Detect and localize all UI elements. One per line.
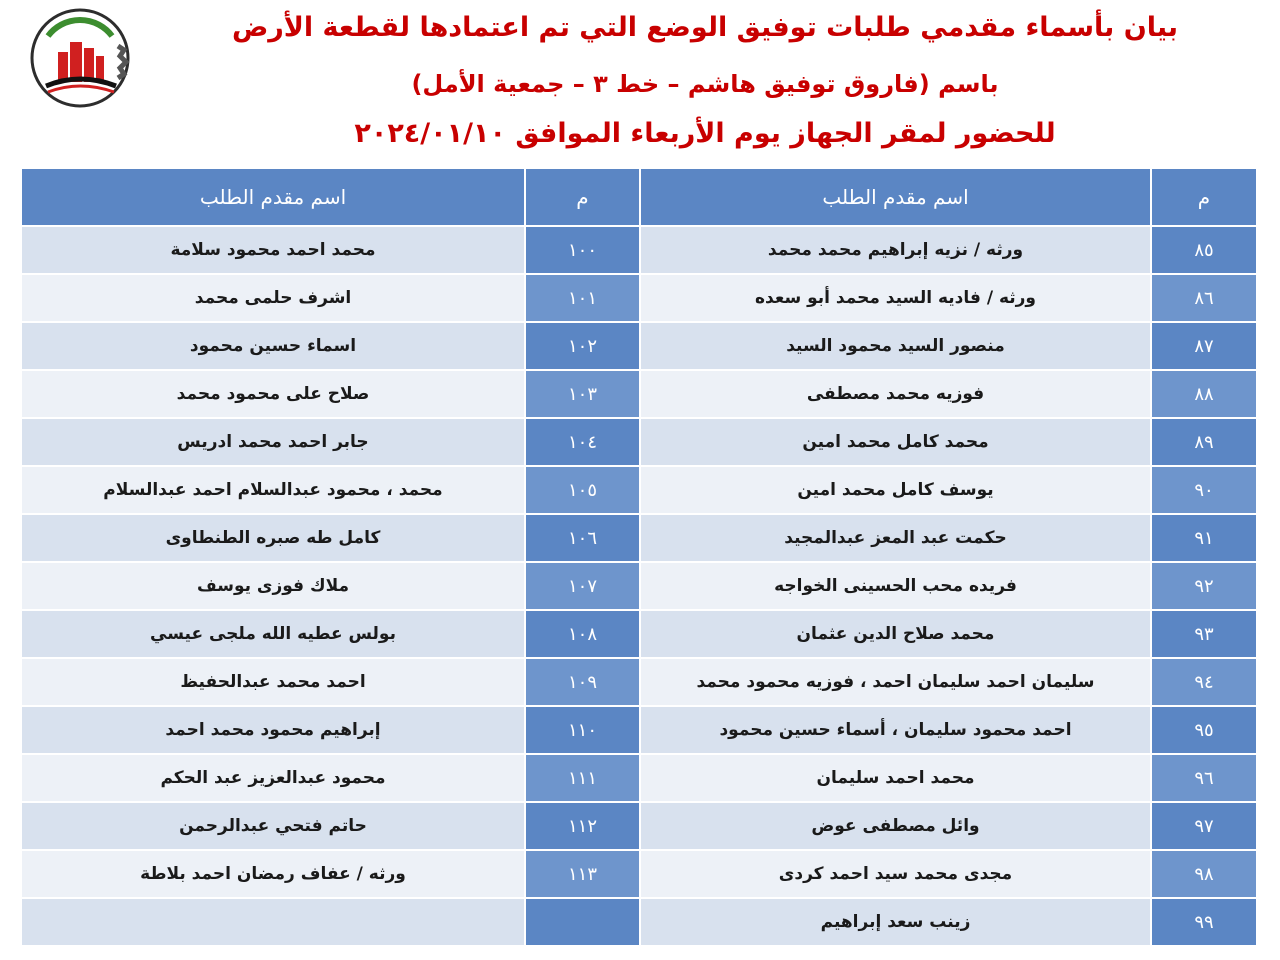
table-row xyxy=(22,899,1256,945)
row-num-right: ٨٥ xyxy=(1152,227,1256,273)
row-name-left: بولس عطيه الله ملجى عيسي xyxy=(22,611,524,657)
header-num-left: م xyxy=(526,169,639,225)
row-num-right: ٨٧ xyxy=(1152,323,1256,369)
table-row xyxy=(22,707,1256,753)
row-name-left: ملاك فوزى يوسف xyxy=(22,563,524,609)
row-num-left: ١١١ xyxy=(526,755,639,801)
row-name-right: حكمت عبد المعز عبدالمجيد xyxy=(641,515,1150,561)
row-name-left: محمد ، محمود عبدالسلام احمد عبدالسلام xyxy=(22,467,524,513)
table-row xyxy=(22,851,1256,897)
row-num-left: ١٠٦ xyxy=(526,515,639,561)
table-row xyxy=(22,275,1256,321)
table-row xyxy=(22,563,1256,609)
row-name-left: اشرف حلمى محمد xyxy=(22,275,524,321)
row-name-left: صلاح على محمود محمد xyxy=(22,371,524,417)
title-line-3: للحضور لمقر الجهاز يوم الأربعاء الموافق ٢٠٢٤/٠١/١٠ xyxy=(354,118,1056,149)
row-name-left: ورثه / عفاف رمضان احمد بلاطة xyxy=(22,851,524,897)
row-name-right: زينب سعد إبراهيم xyxy=(641,899,1150,945)
row-name-right: يوسف كامل محمد امين xyxy=(641,467,1150,513)
row-name-right: ورثه / فاديه السيد محمد أبو سعده xyxy=(641,275,1150,321)
table-row xyxy=(22,227,1256,273)
row-name-right: محمد كامل محمد امين xyxy=(641,419,1150,465)
row-num-left: ١٠٠ xyxy=(526,227,639,273)
row-num-left: ١٠٣ xyxy=(526,371,639,417)
row-num-right: ٩٢ xyxy=(1152,563,1256,609)
row-name-right: وائل مصطفى عوض xyxy=(641,803,1150,849)
row-name-left: محمد احمد محمود سلامة xyxy=(22,227,524,273)
row-name-right: فوزيه محمد مصطفى xyxy=(641,371,1150,417)
row-num-right: ٩٤ xyxy=(1152,659,1256,705)
row-num-right: ٨٦ xyxy=(1152,275,1256,321)
row-num-right: ٩٧ xyxy=(1152,803,1256,849)
row-name-left: حاتم فتحي عبدالرحمن xyxy=(22,803,524,849)
row-name-left: محمود عبدالعزيز عبد الحكم xyxy=(22,755,524,801)
row-name-right: منصور السيد محمود السيد xyxy=(641,323,1150,369)
row-name-right: محمد احمد سليمان xyxy=(641,755,1150,801)
row-name-right: فريده محب الحسينى الخواجه xyxy=(641,563,1150,609)
row-num-right: ٨٨ xyxy=(1152,371,1256,417)
row-name-left: احمد محمد عبدالحفيظ xyxy=(22,659,524,705)
table-row xyxy=(22,803,1256,849)
row-num-right: ٩٩ xyxy=(1152,899,1256,945)
row-name-right: احمد محمود سليمان ، أسماء حسين محمود xyxy=(641,707,1150,753)
header-name-right: اسم مقدم الطلب xyxy=(641,169,1150,225)
table-row xyxy=(22,419,1256,465)
row-num-left xyxy=(526,899,639,945)
row-num-left: ١٠٥ xyxy=(526,467,639,513)
row-num-left: ١٠٤ xyxy=(526,419,639,465)
row-num-left: ١٠٩ xyxy=(526,659,639,705)
document-header xyxy=(150,0,1260,160)
row-num-right: ٩١ xyxy=(1152,515,1256,561)
applicants-table xyxy=(20,167,1258,947)
row-name-right: مجدى محمد سيد احمد كردى xyxy=(641,851,1150,897)
table-row xyxy=(22,659,1256,705)
row-name-left: اسماء حسين محمود xyxy=(22,323,524,369)
row-num-left: ١٠٧ xyxy=(526,563,639,609)
row-num-left: ١١٢ xyxy=(526,803,639,849)
row-num-left: ١١٣ xyxy=(526,851,639,897)
table-row xyxy=(22,467,1256,513)
table-header-row xyxy=(22,169,1256,225)
row-num-left: ١٠١ xyxy=(526,275,639,321)
header-num-right: م xyxy=(1152,169,1256,225)
row-name-right: سليمان احمد سليمان احمد ، فوزيه محمود محمد xyxy=(641,659,1150,705)
table-row xyxy=(22,323,1256,369)
row-name-right: محمد صلاح الدين عثمان xyxy=(641,611,1150,657)
row-num-right: ٨٩ xyxy=(1152,419,1256,465)
row-num-right: ٩٣ xyxy=(1152,611,1256,657)
header-name-left: اسم مقدم الطلب xyxy=(22,169,524,225)
row-num-left: ١٠٢ xyxy=(526,323,639,369)
title-line-1: بيان بأسماء مقدمي طلبات توفيق الوضع التي تم اعتمادها لقطعة الأرض xyxy=(231,12,1179,43)
row-num-right: ٩٠ xyxy=(1152,467,1256,513)
row-num-right: ٩٥ xyxy=(1152,707,1256,753)
table-row xyxy=(22,371,1256,417)
row-name-right: ورثه / نزيه إبراهيم محمد محمد xyxy=(641,227,1150,273)
row-name-left: كامل طه صبره الطنطاوى xyxy=(22,515,524,561)
row-name-left: إبراهيم محمود محمد احمد xyxy=(22,707,524,753)
row-name-left: جابر احمد محمد ادريس xyxy=(22,419,524,465)
table-row xyxy=(22,755,1256,801)
row-name-left xyxy=(22,899,524,945)
table-row xyxy=(22,515,1256,561)
row-num-right: ٩٨ xyxy=(1152,851,1256,897)
row-num-right: ٩٦ xyxy=(1152,755,1256,801)
row-num-left: ١٠٨ xyxy=(526,611,639,657)
authority-logo xyxy=(28,6,132,110)
title-line-2: باسم (فاروق توفيق هاشم – خط ٣ – جمعية الأمل) xyxy=(411,70,999,98)
table-row xyxy=(22,611,1256,657)
row-num-left: ١١٠ xyxy=(526,707,639,753)
